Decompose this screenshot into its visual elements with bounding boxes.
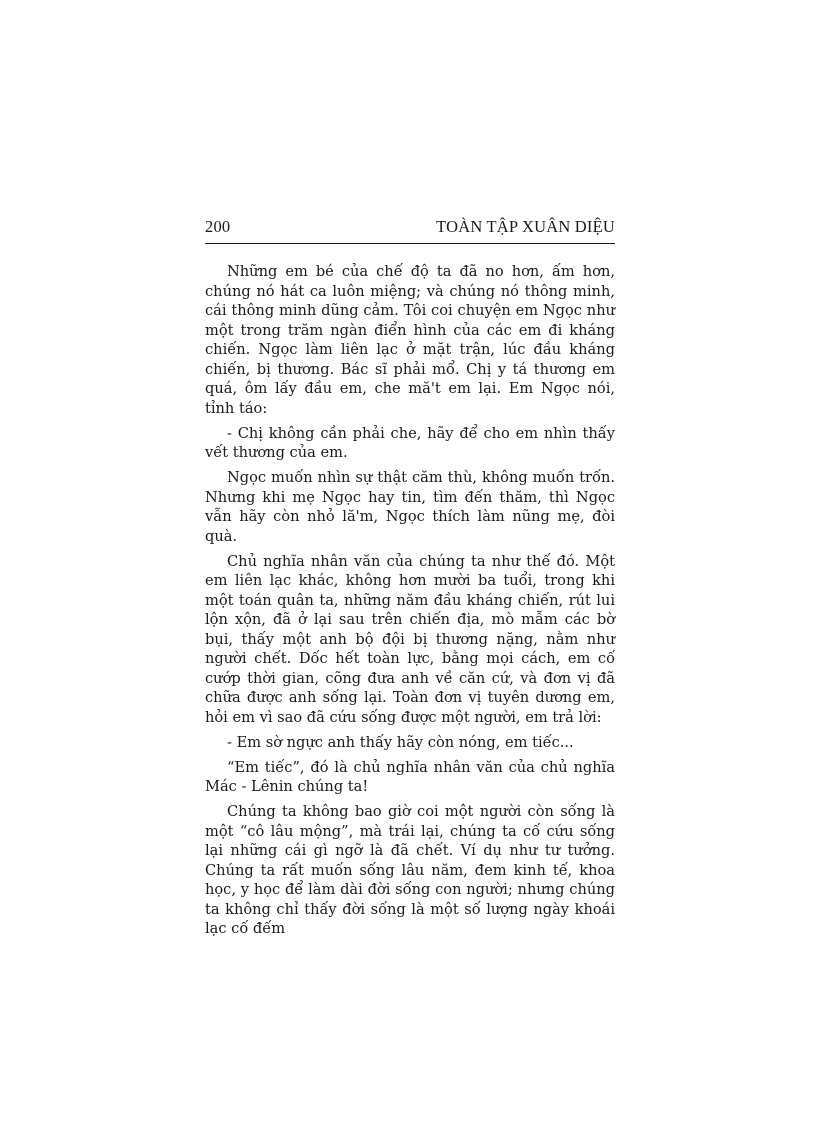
- paragraph-2: - Chị không cần phải che, hãy để cho em nhìn thấy vết thương của em.: [205, 424, 615, 461]
- paragraph-3: Ngọc muốn nhìn sự thật căm thù, không muốn trốn. Nhưng khi mẹ Ngọc hay tin, tìm đến thăm, thì Ngọc vẫn hãy còn nhỏ lă'm, Ngọc thích làm nũng mẹ, đòi quà.: [205, 469, 615, 545]
- page-number: 200: [205, 217, 231, 236]
- paragraph-6: “Em tiếc”, đó là chủ nghĩa nhân văn của chủ nghĩa Mác - Lênin chúng ta!: [205, 758, 615, 795]
- paragraph-1: Những em bé của chế độ ta đã no hơn, ấm hơn, chúng nó hát ca luôn miệng; và chúng nó thông minh, cái thông minh dũng cảm. Tôi coi chuyện em Ngọc như một trong trăm ngàn điển hình của các em đi kháng chiến. Ngọc làm liên lạc ở mặt trận, lúc đầu kháng chiến, bị thương. Bác sĩ phải mổ. Chị y tá thương em quá, ôm lấy đầu em, che mă't em lại. Em Ngọc nói, tỉnh táo:: [205, 263, 615, 417]
- paragraph-4: Chủ nghĩa nhân văn của chúng ta như thế đó. Một em liên lạc khác, không hơn mười ba tuổi, trong khi một toán quân ta, những năm đầu kháng chiến, rút lui lộn xộn, đã ở lại sau trên chiến địa, mò mẫm các bờ bụi, thấy một anh bộ đội bị thương nặng, nằm như người chết. Dốc hết toàn lực, bằng mọi cách, em cố cướp thời gian, cõng đưa anh về căn cứ, và đơn vị đã chữa được anh sống lại. Toàn đơn vị tuyên dương em, hỏi em vì sao đã cứu sống được một người, em trả lời:: [205, 552, 615, 726]
- paragraph-5: - Em sờ ngực anh thấy hãy còn nóng, em tiếc...: [227, 733, 574, 751]
- body-text: [205, 262, 615, 944]
- header-rule: [205, 243, 615, 244]
- running-header: [205, 217, 615, 237]
- paragraph-7: Chúng ta không bao giờ coi một người còn sống là một “cô lâu mộng”, mà trái lại, chúng ta cố cứu sống lại những cái gì ngỡ là đã chết. Ví dụ như tư tưởng. Chúng ta rất muốn sống lâu năm, đem kinh tế, khoa học, y học để làm dài đời sống con người; nhưng chúng ta không chỉ thấy đời sống là một số lượng ngày khoái lạc cố đếm: [205, 803, 615, 937]
- book-title: TOÀN TẬP XUÂN DIỆU: [436, 217, 615, 236]
